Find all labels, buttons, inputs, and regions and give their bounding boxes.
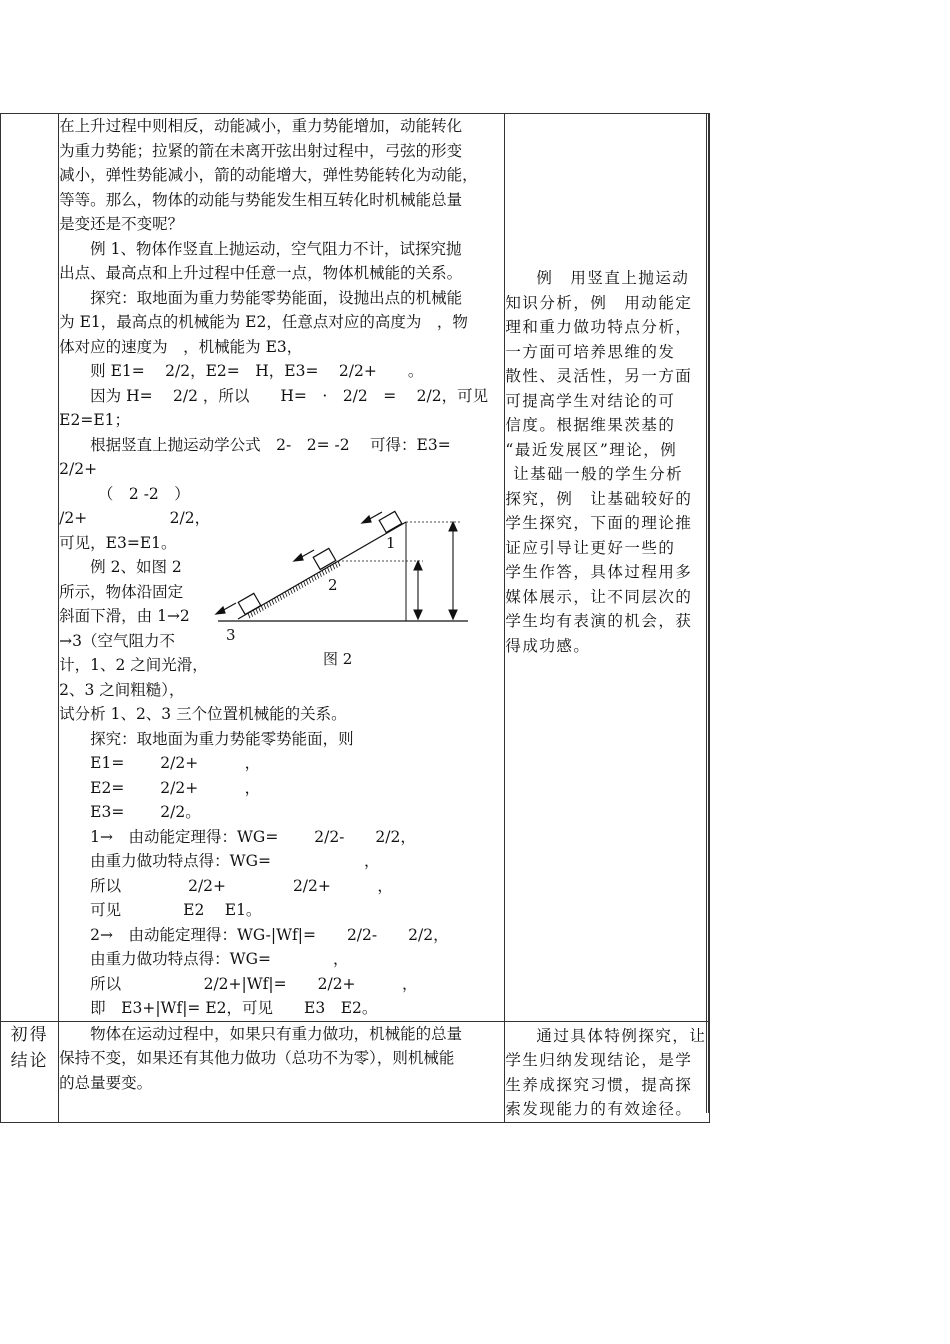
section-label xyxy=(1,1021,59,1122)
text-line: 是变还是不变呢？ xyxy=(59,215,184,233)
note-line: 证应引导让更好一些的 xyxy=(505,538,676,557)
figure-label-2: 2 xyxy=(328,576,338,594)
note-line: 知识分析，例 用动能定 xyxy=(505,293,693,312)
text-line: 则 E1= 2/2，E2= H，E3= 2/2+ 。 xyxy=(90,362,424,380)
note-line: 探究，例 让基础较好的 xyxy=(505,489,693,508)
text-line: 1→ 由动能定理得：WG= 2/2- 2/2， xyxy=(90,827,416,846)
hatch-mark xyxy=(312,576,314,581)
text-line: 所示，物体沿固定 xyxy=(59,582,184,601)
text-line: 出点、最高点和上升过程中任意一点，物体机械能的关系。 xyxy=(59,264,463,282)
text-line: 计，1、2 之间光滑， xyxy=(59,656,208,674)
conclusion-line: 的总量要变。 xyxy=(59,1073,153,1092)
teaching-note-cell xyxy=(505,114,710,1022)
hatch-mark xyxy=(304,581,306,586)
hatch-mark xyxy=(309,578,311,583)
block-1 xyxy=(379,511,402,532)
example2-with-figure xyxy=(59,506,504,702)
label-line: 结论 xyxy=(10,1050,49,1071)
block-2 xyxy=(313,548,336,569)
hatch-mark xyxy=(317,573,319,578)
hatch-mark xyxy=(320,572,322,577)
conclusion-line: 保持不变，如果还有其他力做功（总功不为零），则机械能 xyxy=(59,1049,455,1067)
text-line: E1= 2/2+ ， xyxy=(90,754,261,772)
text-line: E2=E1； xyxy=(59,411,130,429)
note-line: 得成功感。 xyxy=(505,636,591,655)
note-line: 学生探究，下面的理论推 xyxy=(505,514,693,532)
note-line: 学生归纳发现结论，是学 xyxy=(505,1051,693,1069)
text-line: E2= 2/2+ ， xyxy=(90,778,261,797)
hatch-mark xyxy=(253,610,255,615)
text-line: 所以 2/2+|Wf|= 2/2+ ， xyxy=(90,974,418,993)
hatch-mark xyxy=(314,575,316,580)
figure-label-1: 1 xyxy=(386,534,396,552)
motion-arrow-1 xyxy=(362,512,382,523)
text-line: /2+ 2/2， xyxy=(59,509,211,527)
rough-hatching xyxy=(248,561,340,618)
text-line: E3= 2/2。 xyxy=(90,803,201,821)
example1-title: 例 1、物体作竖直上抛运动，空气阻力不计，试探究抛 xyxy=(90,239,462,258)
table-row xyxy=(1,1021,710,1122)
text-line: （ 2 -2 ） xyxy=(90,484,190,503)
note-line: 信度。根据维果茨基的 xyxy=(505,416,676,434)
row-label-cell-empty xyxy=(1,114,59,1022)
hatch-mark xyxy=(336,563,338,568)
hatch-mark xyxy=(275,598,277,603)
text-line: 由重力做功特点得：WG= ， xyxy=(90,950,349,968)
motion-arrow-3 xyxy=(216,603,236,614)
hatch-mark xyxy=(301,583,303,588)
hatch-mark xyxy=(277,596,279,601)
figure-caption: 图 2 xyxy=(323,650,353,668)
text-line: 可见 E2 E1。 xyxy=(90,901,262,919)
hatch-mark xyxy=(328,567,330,572)
figure-label-3: 3 xyxy=(226,626,236,644)
hatch-mark xyxy=(338,561,340,566)
hatch-mark xyxy=(293,587,295,592)
hatch-mark xyxy=(269,601,271,606)
hatch-mark xyxy=(298,584,300,589)
hatch-mark xyxy=(333,564,335,569)
conclusion-note-cell xyxy=(505,1021,710,1122)
double-border-right xyxy=(706,113,709,1113)
hatch-mark xyxy=(306,580,308,585)
note-line: 可提高学生对结论的可 xyxy=(505,391,676,410)
hatch-mark xyxy=(296,586,298,591)
text-line: 所以 2/2+ 2/2+ ， xyxy=(90,876,393,895)
text-line: 因为 H= 2/2 ，所以 H= · 2/2 = 2/2，可见 xyxy=(90,386,489,405)
text-line: 等等。那么，物体的动能与势能发生相互转化时机械能总量 xyxy=(59,190,463,209)
hatch-mark xyxy=(259,607,261,612)
lesson-table xyxy=(0,113,710,1123)
hatch-mark xyxy=(256,609,258,614)
example2-title: 例 2、如图 2 xyxy=(90,558,182,576)
main-content-cell xyxy=(59,114,505,1022)
text-line: →3（空气阻力不 xyxy=(59,631,176,650)
hatch-mark xyxy=(264,604,266,609)
note-line: 通过具体特例探究，让 xyxy=(536,1026,707,1045)
text-line: 斜面下滑，由 1→2 xyxy=(59,607,190,625)
hatch-mark xyxy=(285,592,287,597)
text-line: 探究：取地面为重力势能零势能面，设抛出点的机械能 xyxy=(90,288,463,307)
text-line: 试分析 1、2、3 三个位置机械能的关系。 xyxy=(59,705,347,723)
hatch-mark xyxy=(248,613,250,618)
hatch-mark xyxy=(291,589,293,594)
hatch-mark xyxy=(283,593,285,598)
note-line: “最近发展区”理论，例 xyxy=(505,440,678,459)
note-line: 例 用竖直上抛运动 xyxy=(536,269,690,287)
note-line: 生养成探究习惯，提高探 xyxy=(505,1075,693,1094)
height-arrow-h2 xyxy=(414,561,422,619)
text-line: 减小，弹性势能减小，箭的动能增大，弹性势能转化为动能， xyxy=(59,166,478,184)
note-line: 学生均有表演的机会，获 xyxy=(505,612,693,630)
hatch-mark xyxy=(261,606,263,611)
note-line: 媒体展示，让不同层次的 xyxy=(505,587,693,606)
text-line: 探究：取地面为重力势能零势能面，则 xyxy=(90,729,354,748)
note-line: 学生作答，具体过程用多 xyxy=(505,563,693,581)
conclusion-cell xyxy=(59,1021,505,1122)
hatch-mark xyxy=(280,595,282,600)
text-line: 体对应的速度为 ，机械能为 E3， xyxy=(59,337,303,356)
note-line: 索发现能力的有效途径。 xyxy=(505,1100,693,1118)
incline-figure xyxy=(198,506,488,686)
conclusion-line: 物体在运动过程中，如果只有重力做功，机械能的总量 xyxy=(90,1024,463,1043)
hatch-mark xyxy=(272,599,274,604)
note-line: 一方面可培养思维的发 xyxy=(505,342,676,361)
text-line: 可见，E3=E1。 xyxy=(59,533,177,552)
text-line: 2→ 由动能定理得：WG-|Wf|= 2/2- 2/2， xyxy=(90,925,449,944)
height-arrow-h1 xyxy=(449,522,457,619)
text-line: 即 E3+|Wf|= E2，可见 E3 E2。 xyxy=(90,999,378,1017)
note-line: 散性、灵活性，另一方面 xyxy=(505,367,693,385)
hatch-mark xyxy=(330,566,332,571)
hatch-mark xyxy=(325,569,327,574)
text-line: 为 E1，最高点的机械能为 E2，任意点对应的高度为 ，物 xyxy=(59,313,468,331)
text-line: 由重力做功特点得：WG= ， xyxy=(90,852,380,870)
table-row xyxy=(1,114,710,1022)
text-line: 在上升过程中则相反，动能减小，重力势能增加，动能转化 xyxy=(59,117,463,135)
note-line: 让基础一般的学生分析 xyxy=(513,465,684,483)
hatch-mark xyxy=(288,590,290,595)
hatch-mark xyxy=(267,602,269,607)
hatch-mark xyxy=(251,612,253,617)
note-line: 理和重力做功特点分析， xyxy=(505,318,693,336)
label-line: 初得 xyxy=(10,1024,49,1045)
text-line: 根据竖直上抛运动学公式 2- 2= -2 可得：E3= 2/2+ xyxy=(59,435,472,478)
example2-intro xyxy=(59,506,211,702)
hatch-mark xyxy=(322,570,324,575)
motion-arrow-2 xyxy=(294,550,314,561)
text-line: 为重力势能；拉紧的箭在未离开弦出射过程中，弓弦的形变 xyxy=(59,141,463,160)
text-line: 2、3 之间粗糙）， xyxy=(59,680,185,699)
